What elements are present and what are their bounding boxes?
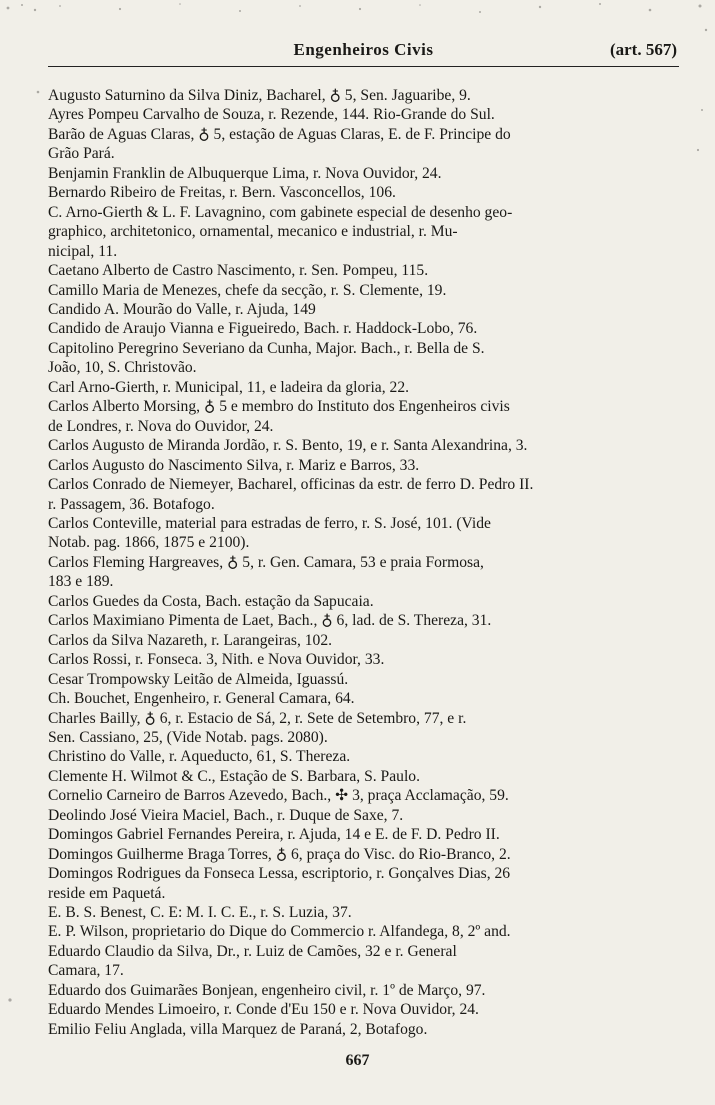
- directory-entry: [48, 1020, 679, 1039]
- entry-continuation-line: Grão Pará.: [48, 145, 115, 163]
- entry-line: Carlos da Silva Nazareth, r. Larangeiras, 102.: [48, 631, 333, 649]
- directory-entry: [48, 845, 679, 864]
- directory-entry: [48, 981, 679, 1000]
- directory-entry: [48, 670, 679, 689]
- entry-line: Candido de Araujo Vianna e Figueiredo, Bach. r. Haddock-Lobo, 76.: [48, 320, 478, 338]
- entry-line: Candido A. Mourão do Valle, r. Ajuda, 149: [48, 300, 316, 318]
- entry-line: Eduardo Mendes Limoeiro, r. Conde d'Eu 150 e r. Nova Ouvidor, 24.: [48, 1001, 479, 1019]
- directory-entry: [48, 864, 679, 903]
- directory-entry: [48, 105, 679, 124]
- directory-entry: [48, 650, 679, 669]
- entry-line: Carlos Augusto de Miranda Jordão, r. S. Bento, 19, e r. Santa Alexandrina, 3.: [48, 437, 528, 455]
- entry-line: Carlos Fleming Hargreaves, ♁ 5, r. Gen. Camara, 53 e praia Formosa,: [48, 553, 484, 571]
- directory-entry: [48, 611, 679, 630]
- directory-entry: [48, 709, 679, 748]
- directory-entry: [48, 125, 679, 164]
- entry-line: Augusto Saturnino da Silva Diniz, Bacharel, ♁ 5, Sen. Jaguaribe, 9.: [48, 87, 471, 104]
- entry-list: [48, 86, 679, 1039]
- entry-line: Ayres Pompeu Carvalho de Souza, r. Rezende, 144. Rio-Grande do Sul.: [48, 106, 495, 124]
- entry-line: Benjamin Franklin de Albuquerque Lima, r. Nova Ouvidor, 24.: [48, 164, 442, 182]
- entry-line: Domingos Gabriel Fernandes Pereira, r. Ajuda, 14 e E. de F. D. Pedro II.: [48, 826, 500, 844]
- directory-entry: [48, 767, 679, 786]
- entry-continuation-line: reside em Paquetá.: [48, 884, 166, 902]
- entry-line: Ch. Bouchet, Engenheiro, r. General Camara, 64.: [48, 690, 355, 708]
- entry-line: Carl Arno-Gierth, r. Municipal, 11, e ladeira da gloria, 22.: [48, 378, 410, 396]
- directory-entry: [48, 397, 679, 436]
- entry-line: Eduardo dos Guimarães Bonjean, engenheiro civil, r. 1º de Março, 97.: [48, 981, 486, 999]
- entry-line: Clemente H. Wilmot & C., Estação de S. Barbara, S. Paulo.: [48, 767, 420, 785]
- entry-line: Carlos Conrado de Niemeyer, Bacharel, officinas da estr. de ferro D. Pedro II.: [48, 476, 534, 494]
- directory-entry: [48, 164, 679, 183]
- directory-entry: [48, 631, 679, 650]
- directory-entry: [48, 1000, 679, 1019]
- page-number: 667: [345, 1052, 370, 1069]
- entry-line: Charles Bailly, ♁ 6, r. Estacio de Sá, 2, r. Sete de Setembro, 77, e r.: [48, 709, 467, 727]
- directory-entry: [48, 689, 679, 708]
- directory-entry: [48, 786, 679, 805]
- entry-continuation-line: Camara, 17.: [48, 962, 124, 980]
- entry-continuation-line: Notab. pag. 1866, 1875 e 2100).: [48, 534, 250, 552]
- entry-continuation-line: 183 e 189.: [48, 573, 114, 591]
- entry-line: Deolindo José Vieira Maciel, Bach., r. Duque de Saxe, 7.: [48, 806, 404, 824]
- entry-line: Camillo Maria de Menezes, chefe da secção, r. S. Clemente, 19.: [48, 281, 447, 299]
- entry-continuation-line: Sen. Cassiano, 25, (Vide Notab. pags. 2080).: [48, 728, 328, 746]
- entry-line: Cornelio Carneiro de Barros Azevedo, Bach., ✣ 3, praça Acclamação, 59.: [48, 787, 509, 805]
- entry-line: Carlos Rossi, r. Fonseca. 3, Nith. e Nova Ouvidor, 33.: [48, 651, 385, 669]
- entry-line: Domingos Guilherme Braga Torres, ♁ 6, praça do Visc. do Rio-Branco, 2.: [48, 845, 511, 863]
- directory-entry: [48, 592, 679, 611]
- entry-line: Eduardo Claudio da Silva, Dr., r. Luiz de Camões, 32 e r. General: [48, 942, 457, 960]
- entry-line: Carlos Maximiano Pimenta de Laet, Bach., ♁ 6, lad. de S. Thereza, 31.: [48, 612, 492, 630]
- entry-line: Bernardo Ribeiro de Freitas, r. Bern. Vasconcellos, 106.: [48, 184, 396, 202]
- directory-entry: [48, 86, 679, 105]
- entry-line: Cesar Trompowsky Leitão de Almeida, Iguassú.: [48, 670, 349, 688]
- entry-continuation-line: João, 10, S. Christovão.: [48, 359, 197, 377]
- directory-entry: [48, 203, 679, 261]
- directory-entry: [48, 825, 679, 844]
- directory-entry: [48, 261, 679, 280]
- article-reference: (art. 567): [609, 40, 677, 59]
- directory-entry: [48, 747, 679, 766]
- directory-entry: [48, 806, 679, 825]
- entry-line: Christino do Valle, r. Aqueducto, 61, S. Thereza.: [48, 748, 351, 766]
- directory-entry: [48, 183, 679, 202]
- directory-entry: [48, 514, 679, 553]
- directory-entry: [48, 378, 679, 397]
- entry-line: Emilio Feliu Anglada, villa Marquez de Paraná, 2, Botafogo.: [48, 1020, 428, 1038]
- section-title: Engenheiros Civis: [293, 40, 434, 59]
- entry-line: E. B. S. Benest, C. E: M. I. C. E., r. S. Luzia, 37.: [48, 904, 352, 922]
- directory-entry: [48, 436, 679, 455]
- entry-line: E. P. Wilson, proprietario do Dique do Commercio r. Alfandega, 8, 2º and.: [48, 923, 511, 941]
- entry-line: Carlos Augusto do Nascimento Silva, r. Mariz e Barros, 33.: [48, 456, 420, 474]
- entry-continuation-line: de Londres, r. Nova do Ouvidor, 24.: [48, 417, 274, 435]
- entry-line: Carlos Alberto Morsing, ♁ 5 e membro do Instituto dos Engenheiros civis: [48, 398, 510, 416]
- directory-entry: [48, 922, 679, 941]
- entry-continuation-line: nicipal, 11.: [48, 242, 118, 260]
- entry-continuation-line: r. Passagem, 36. Botafogo.: [48, 495, 215, 513]
- entry-line: Barão de Aguas Claras, ♁ 5, estação de Aguas Claras, E. de F. Principe do: [48, 125, 511, 143]
- entry-line: Domingos Rodrigues da Fonseca Lessa, escriptorio, r. Gonçalves Dias, 26: [48, 865, 511, 883]
- directory-entry: [48, 300, 679, 319]
- directory-entry: [48, 281, 679, 300]
- directory-entry: [48, 942, 679, 981]
- page-header: [48, 40, 679, 67]
- entry-line: Carlos Conteville, material para estradas de ferro, r. S. José, 101. (Vide: [48, 514, 491, 532]
- entry-line: Capitolino Peregrino Severiano da Cunha, Major. Bach., r. Bella de S.: [48, 339, 485, 357]
- entry-continuation-line: graphico, architetonico, ornamental, mecanico e industrial, r. Mu-: [48, 223, 458, 241]
- directory-entry: [48, 456, 679, 475]
- entry-line: Caetano Alberto de Castro Nascimento, r. Sen. Pompeu, 115.: [48, 262, 429, 280]
- directory-entry: [48, 319, 679, 338]
- directory-entry: [48, 475, 679, 514]
- entry-line: Carlos Guedes da Costa, Bach. estação da Sapucaia.: [48, 592, 374, 610]
- directory-entry: [48, 339, 679, 378]
- directory-entry: [48, 553, 679, 592]
- directory-entry: [48, 903, 679, 922]
- entry-line: C. Arno-Gierth & L. F. Lavagnino, com gabinete especial de desenho geo-: [48, 203, 513, 221]
